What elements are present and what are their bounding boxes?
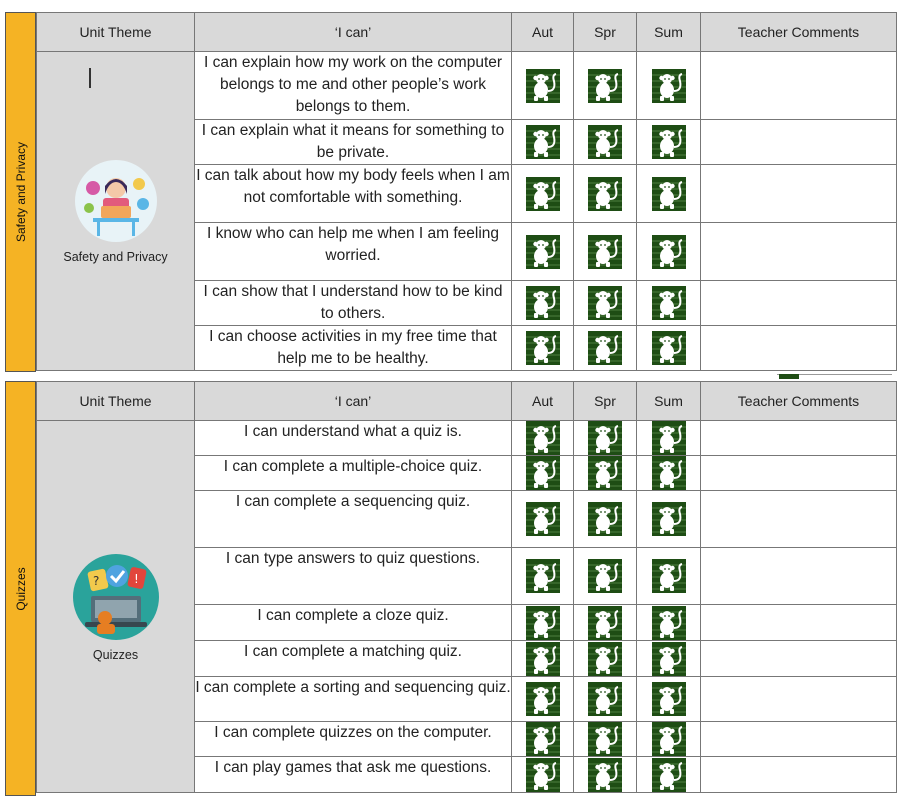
header-teacher-comments: Teacher Comments [701, 13, 897, 52]
summer-mark-cell[interactable] [637, 120, 701, 165]
monkey-icon [588, 606, 622, 640]
teacher-comment-cell[interactable] [701, 281, 897, 326]
monkey-icon [588, 421, 622, 455]
header-summer: Sum [637, 13, 701, 52]
monkey-icon [588, 125, 622, 159]
monkey-icon [652, 682, 686, 716]
unit-theme-caption: Safety and Privacy [63, 250, 168, 264]
teacher-comment-cell[interactable] [701, 757, 897, 793]
i-can-statement: I can complete a multiple-choice quiz. [195, 456, 512, 491]
summer-mark-cell[interactable] [637, 421, 701, 456]
autumn-mark-cell[interactable] [512, 491, 574, 548]
autumn-mark-cell[interactable] [512, 120, 574, 165]
monkey-icon [526, 502, 560, 536]
monkey-icon [526, 758, 560, 792]
header-autumn: Aut [512, 13, 574, 52]
autumn-mark-cell[interactable] [512, 326, 574, 371]
autumn-mark-cell[interactable] [512, 548, 574, 605]
i-can-statement: I can complete a sequencing quiz. [195, 491, 512, 548]
monkey-icon [526, 331, 560, 365]
teacher-comment-cell[interactable] [701, 52, 897, 120]
spring-mark-cell[interactable] [574, 491, 637, 548]
unit-theme-caption: Quizzes [92, 647, 139, 662]
spring-mark-cell[interactable] [574, 421, 637, 456]
header-row [37, 382, 897, 421]
monkey-icon [652, 642, 686, 676]
header-spring: Spr [574, 382, 637, 421]
i-can-statement: I can understand what a quiz is. [195, 421, 512, 456]
summer-mark-cell[interactable] [637, 677, 701, 722]
summer-mark-cell[interactable] [637, 456, 701, 491]
spring-mark-cell[interactable] [574, 165, 637, 223]
spring-mark-cell[interactable] [574, 677, 637, 722]
monkey-icon [652, 177, 686, 211]
unit-theme-cell [37, 421, 195, 793]
monkey-icon [526, 125, 560, 159]
summer-mark-cell[interactable] [637, 605, 701, 641]
i-can-statement: I can explain what it means for something to be private. [195, 120, 512, 165]
monkey-icon [588, 642, 622, 676]
monkey-icon [652, 69, 686, 103]
summer-mark-cell[interactable] [637, 281, 701, 326]
autumn-mark-cell[interactable] [512, 722, 574, 757]
monkey-icon [588, 502, 622, 536]
autumn-mark-cell[interactable] [512, 641, 574, 677]
summer-mark-cell[interactable] [637, 757, 701, 793]
header-i-can: ‘I can’ [195, 13, 512, 52]
spring-mark-cell[interactable] [574, 757, 637, 793]
monkey-icon [588, 331, 622, 365]
monkey-icon [526, 559, 560, 593]
autumn-mark-cell[interactable] [512, 456, 574, 491]
monkey-icon [652, 606, 686, 640]
summer-mark-cell[interactable] [637, 491, 701, 548]
teacher-comment-cell[interactable] [701, 326, 897, 371]
i-can-statement: I know who can help me when I am feeling worried. [195, 223, 512, 281]
monkey-icon [526, 642, 560, 676]
i-can-statement: I can choose activities in my free time that help me to be healthy. [195, 326, 512, 371]
stray-mark [779, 374, 799, 379]
i-can-statement: I can explain how my work on the computer belongs to me and other people’s work belongs to them. [195, 52, 512, 120]
monkey-icon [588, 758, 622, 792]
quiz-laptop-icon [71, 552, 161, 642]
monkey-icon [652, 421, 686, 455]
autumn-mark-cell[interactable] [512, 281, 574, 326]
autumn-mark-cell[interactable] [512, 757, 574, 793]
monkey-icon [526, 606, 560, 640]
header-i-can: ‘I can’ [195, 382, 512, 421]
monkey-icon [588, 69, 622, 103]
header-spring: Spr [574, 13, 637, 52]
monkey-icon [588, 286, 622, 320]
summer-mark-cell[interactable] [637, 52, 701, 120]
text-cursor [89, 68, 91, 88]
teacher-comment-cell[interactable] [701, 421, 897, 456]
spring-mark-cell[interactable] [574, 281, 637, 326]
monkey-icon [526, 722, 560, 756]
monkey-icon [652, 331, 686, 365]
autumn-mark-cell[interactable] [512, 677, 574, 722]
summer-mark-cell[interactable] [637, 326, 701, 371]
monkey-icon [588, 722, 622, 756]
spring-mark-cell[interactable] [574, 223, 637, 281]
autumn-mark-cell[interactable] [512, 165, 574, 223]
teacher-comment-cell[interactable] [701, 548, 897, 605]
monkey-icon [588, 235, 622, 269]
monkey-icon [652, 722, 686, 756]
girl-at-computer-icon [73, 158, 159, 244]
i-can-statement: I can talk about how my body feels when I am not comfortable with something. [195, 165, 512, 223]
monkey-icon [652, 559, 686, 593]
summer-mark-cell[interactable] [637, 548, 701, 605]
summer-mark-cell[interactable] [637, 165, 701, 223]
monkey-icon [588, 559, 622, 593]
teacher-comment-cell[interactable] [701, 120, 897, 165]
teacher-comment-cell[interactable] [701, 722, 897, 757]
autumn-mark-cell[interactable] [512, 605, 574, 641]
teacher-comment-cell[interactable] [701, 641, 897, 677]
spring-mark-cell[interactable] [574, 456, 637, 491]
table-row [37, 421, 897, 456]
section-side-label: Quizzes [13, 566, 28, 611]
teacher-comment-cell[interactable] [701, 456, 897, 491]
i-can-statement: I can show that I understand how to be kind to others. [195, 281, 512, 326]
spring-mark-cell[interactable] [574, 120, 637, 165]
section-quizzes [5, 381, 895, 796]
i-can-statement: I can type answers to quiz questions. [195, 548, 512, 605]
header-row [37, 13, 897, 52]
section-safety-privacy [5, 12, 895, 372]
i-can-statement: I can complete a cloze quiz. [195, 605, 512, 641]
teacher-comment-cell[interactable] [701, 223, 897, 281]
monkey-icon [652, 758, 686, 792]
summer-mark-cell[interactable] [637, 223, 701, 281]
svg-text:!: ! [133, 571, 139, 586]
i-can-statement: I can complete quizzes on the computer. [195, 722, 512, 757]
monkey-icon [652, 456, 686, 490]
autumn-mark-cell[interactable] [512, 421, 574, 456]
monkey-icon [526, 421, 560, 455]
teacher-comment-cell[interactable] [701, 677, 897, 722]
i-can-statement: I can play games that ask me questions. [195, 757, 512, 793]
unit-theme-cell [37, 52, 195, 371]
i-can-statement: I can complete a sorting and sequencing quiz. [195, 677, 512, 722]
header-autumn: Aut [512, 382, 574, 421]
monkey-icon [652, 235, 686, 269]
spring-mark-cell[interactable] [574, 641, 637, 677]
monkey-icon [526, 286, 560, 320]
header-teacher-comments: Teacher Comments [701, 382, 897, 421]
section-side-label: Safety and Privacy [13, 141, 28, 243]
monkey-icon [526, 456, 560, 490]
section-side-band [5, 12, 36, 372]
monkey-icon [588, 177, 622, 211]
section-side-band [5, 381, 36, 796]
spring-mark-cell[interactable] [574, 548, 637, 605]
i-can-statement: I can complete a matching quiz. [195, 641, 512, 677]
summer-mark-cell[interactable] [637, 722, 701, 757]
monkey-icon [526, 682, 560, 716]
autumn-mark-cell[interactable] [512, 52, 574, 120]
header-summer: Sum [637, 382, 701, 421]
spring-mark-cell[interactable] [574, 605, 637, 641]
assessment-table [36, 381, 897, 793]
autumn-mark-cell[interactable] [512, 223, 574, 281]
monkey-icon [652, 286, 686, 320]
spring-mark-cell[interactable] [574, 52, 637, 120]
table-row [37, 52, 897, 120]
monkey-icon [588, 682, 622, 716]
monkey-icon [652, 125, 686, 159]
monkey-icon [526, 177, 560, 211]
teacher-comment-cell[interactable] [701, 491, 897, 548]
spring-mark-cell[interactable] [574, 326, 637, 371]
monkey-icon [652, 502, 686, 536]
summer-mark-cell[interactable] [637, 641, 701, 677]
header-unit-theme: Unit Theme [37, 13, 195, 52]
monkey-icon [588, 456, 622, 490]
monkey-icon [526, 235, 560, 269]
teacher-comment-cell[interactable] [701, 605, 897, 641]
svg-text:?: ? [92, 573, 99, 588]
assessment-table [36, 12, 897, 371]
teacher-comment-cell[interactable] [701, 165, 897, 223]
monkey-icon [526, 69, 560, 103]
header-unit-theme: Unit Theme [37, 382, 195, 421]
spring-mark-cell[interactable] [574, 722, 637, 757]
